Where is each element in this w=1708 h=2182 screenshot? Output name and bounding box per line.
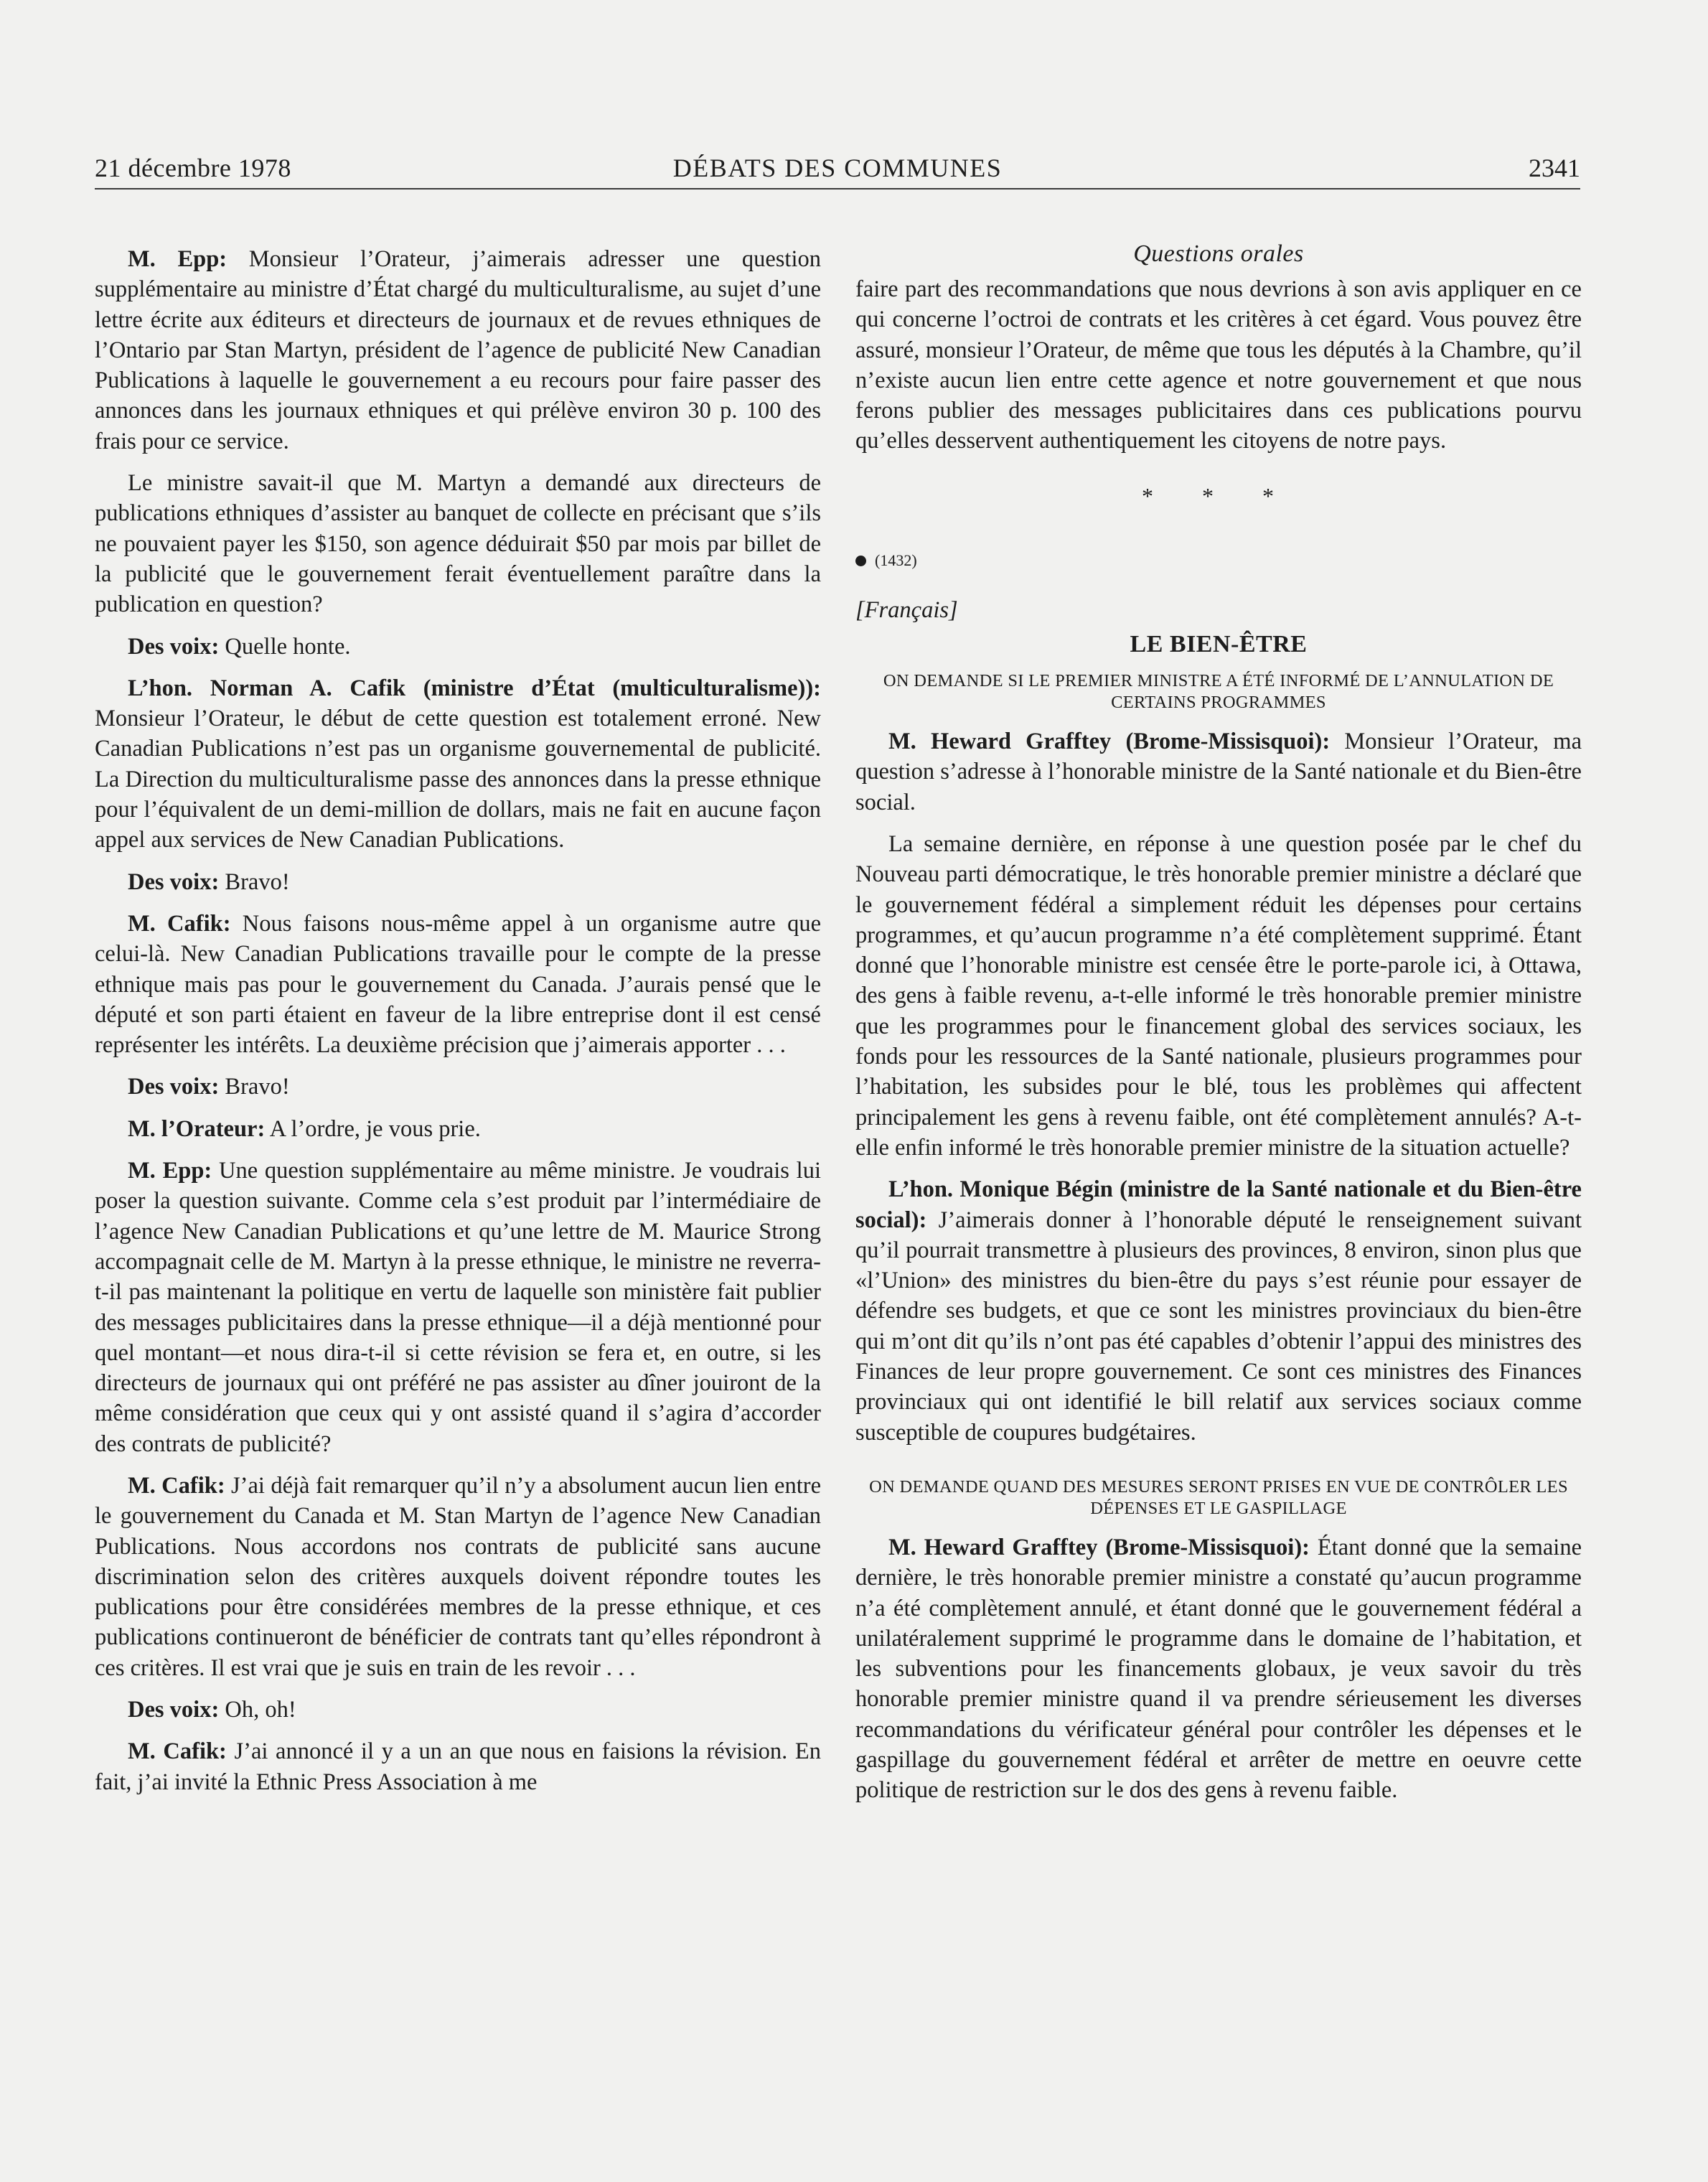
speaker-name: Des voix: xyxy=(128,1074,220,1100)
header-title: DÉBATS DES COMMUNES xyxy=(672,154,1003,182)
speaker-name: M. Cafik: xyxy=(128,1472,225,1499)
speaker-name: Des voix: xyxy=(128,868,220,895)
speech-text: J’ai déjà fait remarquer qu’il n’y a absolument aucun lien entre le gouvernement du Canada et M. Stan Martyn de l’agence New Canadian Publications. Nous accordons nos contrats de publicité sans aucune discrimination selon des critères auxquels doivent répondre toutes les publications pour être considérées membres de la presse ethnique, et ces publications continueront de bénéficier de contrats tant qu’elles répondront à ces critères. Il est vrai que je suis en train de les revoir . . . xyxy=(95,1472,821,1681)
section-separator: * * * xyxy=(1142,482,1295,509)
speaker-name: M. Epp: xyxy=(128,246,227,272)
speaker-name: M. Heward Grafftey (Brome-Missisquoi): xyxy=(888,729,1331,755)
subheading: ON DEMANDE QUAND DES MESURES SERONT PRISES EN VUE DE CONTRÔLER LES DÉPENSES ET LE GASPILLAGE xyxy=(869,1476,1568,1518)
paragraph xyxy=(855,1532,1582,1806)
paragraph xyxy=(95,1695,821,1725)
speech-text: Monsieur l’Orateur, j’aimerais adresser une question supplémentaire au ministre d’État chargé du multiculturalisme, au sujet d’une lettre écrite aux éditeurs et directeurs de journaux et de revues ethniques de l’Ontario par Stan Martyn, président de l’agence de publicité New Canadian Publications à laquelle le gouvernement a eu recours pour faire passer des annonces dans les journaux ethniques et qui prélève environ 30 p. 100 des frais pour ce service. xyxy=(95,246,821,454)
paragraph xyxy=(855,829,1582,1163)
language-marker: [Français] xyxy=(855,597,958,624)
speech-text: Oh, oh! xyxy=(219,1697,296,1723)
paragraph xyxy=(95,1072,821,1102)
bullet-icon xyxy=(855,556,866,566)
speech-text: Monsieur l’Orateur, le début de cette question est totalement erroné. New Canadian Publications n’est pas un organisme gouvernemental de publicité. La Direction du multiculturalisme passe des annonces dans la presse ethnique pour l’équivalent de un demi-million de dollars, mais ne fait en aucune façon appel aux services de New Canadian Publications. xyxy=(95,706,821,853)
paragraph xyxy=(855,726,1582,818)
speech-text: Monsieur l’Orateur, ma question s’adresse à l’honorable ministre de la Santé nationale et du Bien-être social. xyxy=(855,729,1582,815)
speech-text: A l’ordre, je vous prie. xyxy=(265,1115,481,1142)
paragraph xyxy=(95,867,821,897)
paragraph xyxy=(95,909,821,1060)
rubric-heading: LE BIEN-ÊTRE xyxy=(1130,631,1308,658)
page-number: 2341 xyxy=(1529,154,1580,182)
speaker-name: L’hon. Monique Bégin (ministre de la Santé nationale et du Bien-être social): xyxy=(855,1176,1582,1233)
speech-text: Bravo! xyxy=(219,1074,290,1100)
left-column xyxy=(95,244,821,1809)
paragraph xyxy=(95,1736,821,1797)
subheading: ON DEMANDE SI LE PREMIER MINISTRE A ÉTÉ INFORMÉ DE L’ANNULATION DE CERTAINS PROGRAMMES xyxy=(883,671,1554,713)
speaker-name: M. l’Orateur: xyxy=(128,1115,266,1142)
paragraph xyxy=(95,1471,821,1683)
section-title: Questions orales xyxy=(1133,240,1304,267)
paragraph xyxy=(95,244,821,456)
speaker-name: Des voix: xyxy=(128,1697,220,1723)
speech-text: La semaine dernière, en réponse à une question posée par le chef du Nouveau parti démocratique, le très honorable premier ministre a déclaré que le gouvernement fédéral a simplement réduit les dépenses pour certains programmes, et qu’aucun programme n’a été complètement supprimé. Étant donné que l’honorable ministre est censée être le porte-parole ici, à Ottawa, des gens à faible revenu, a-t-elle informé le très honorable premier ministre que les programmes pour le financement global des services sociaux, les fonds pour les ressources de la Santé nationale, plusieurs programmes pour l’habitation, les subsides pour le blé, tous les problèmes qui affectent principalement les gens à revenu faible, ont été complètement annulés? A-t-elle enfin informé le très honorable premier ministre de la situation actuelle? xyxy=(855,830,1582,1161)
speech-text: Le ministre savait-il que M. Martyn a demandé aux directeurs de publications ethniques d’assister au banquet de collecte en précisant que s’ils ne pouvaient payer les $150, son agence déduirait $50 par mois par billet de la publicité que le gouvernement ferait éventuellement paraître dans la publication en question? xyxy=(95,470,821,618)
speech-text: Nous faisons nous-même appel à un organisme autre que celui-là. New Canadian Publications travaille pour le compte de la presse ethnique mais pas pour le gouvernement du Canada. J’aurais pensé que le député et son parti étaient en faveur de la libre entreprise dont il est censé représenter les intérêts. La deuxième précision que j’aimerais apporter . . . xyxy=(95,910,821,1059)
speech-text: J’ai annoncé il y a un an que nous en faisions la révision. En fait, j’ai invité la Ethnic Press Association à me xyxy=(95,1738,821,1795)
speaker-name: L’hon. Norman A. Cafik (ministre d’État (multiculturalisme)): xyxy=(128,675,821,701)
paragraph xyxy=(95,1114,821,1144)
timestamp-text: (1432) xyxy=(875,551,917,570)
speaker-name: Des voix: xyxy=(128,633,220,660)
right-column xyxy=(855,238,1582,1817)
speech-text: Une question supplémentaire au même ministre. Je voudrais lui poser la question suivante. Comme cela s’est produit par l’intermédiaire de l’agence New Canadian Publications et qu’une lettre de M. Maurice Strong accompagnait celle de M. Martyn à la presse ethnique, le ministre ne reverra-t-il pas maintenant la politique en vertu de laquelle son ministère fait publier des messages publicitaires dans la presse ethnique—il a déjà mentionné pour quel montant—et nous dira-t-il si cette révision se fera et, en outre, si les directeurs de journaux qui ont préféré ne pas assister au dîner jouiront de la même considération que ceux qui y ont assisté quand il s’agira d’accorder des contrats de publicité? xyxy=(95,1158,821,1457)
speaker-name: M. Heward Grafftey (Brome-Missisquoi): xyxy=(888,1534,1310,1560)
speaker-name: M. Cafik: xyxy=(128,910,231,937)
paragraph xyxy=(95,1156,821,1459)
speech-text: J’aimerais donner à l’honorable député le renseignement suivant qu’il pourrait transmettre à plusieurs des provinces, 8 environ, sinon plus que «l’Union» des ministres du bien-être du pays s’est réunie pour essayer de défendre ses budgets, et que ce sont les ministres provinciaux du bien-être qui m’ont dit qu’ils n’ont pas été capables d’obtenir l’appui des ministres des Finances de leur propre gouvernement. Ce sont ces ministres des Finances provinciaux qui ont identifié le bill relatif aux services sociaux comme susceptible de coupures budgétaires. xyxy=(855,1207,1582,1446)
timestamp xyxy=(855,550,1582,571)
speaker-name: M. Cafik: xyxy=(128,1738,227,1765)
header-rule xyxy=(95,188,1580,189)
running-head xyxy=(95,149,1580,187)
paragraph xyxy=(855,1174,1582,1448)
speaker-name: M. Epp: xyxy=(128,1158,212,1184)
paragraph-continuation: faire part des recommandations que nous devrions à son avis appliquer en ce qui concerne l’octroi de contrats et les critères à cet égard. Vous pouvez être assuré, monsieur l’Orateur, de même que tous les députés à la Chambre, qu’il n’existe aucun lien entre cette agence et notre gouvernement et que nous ferons publier des messages publicitaires dans ces publications pourvu qu’elles desservent authentiquement les citoyens de notre pays. xyxy=(855,276,1582,454)
speech-text: Quelle honte. xyxy=(219,633,351,660)
speech-text: Bravo! xyxy=(219,868,290,895)
paragraph xyxy=(95,632,821,662)
paragraph xyxy=(95,673,821,856)
paragraph xyxy=(95,468,821,619)
header-date: 21 décembre 1978 xyxy=(95,154,291,182)
speech-text: Étant donné que la semaine dernière, le très honorable premier ministre a constaté qu’aucun programme n’a été complètement annulé, et étant donné que le gouvernement fédéral a unilatéralement supprimé le programme dans le domaine de l’habitation, et les subventions pour les financements globaux, je veux savoir du très honorable premier ministre quand il va prendre sérieusement les diverses recommandations du vérificateur général pour contrôler les dépenses et le gaspillage du gouvernement fédéral et arrêter de mettre en oeuvre cette politique de restriction sur le dos des gens à revenu faible. xyxy=(855,1534,1582,1804)
